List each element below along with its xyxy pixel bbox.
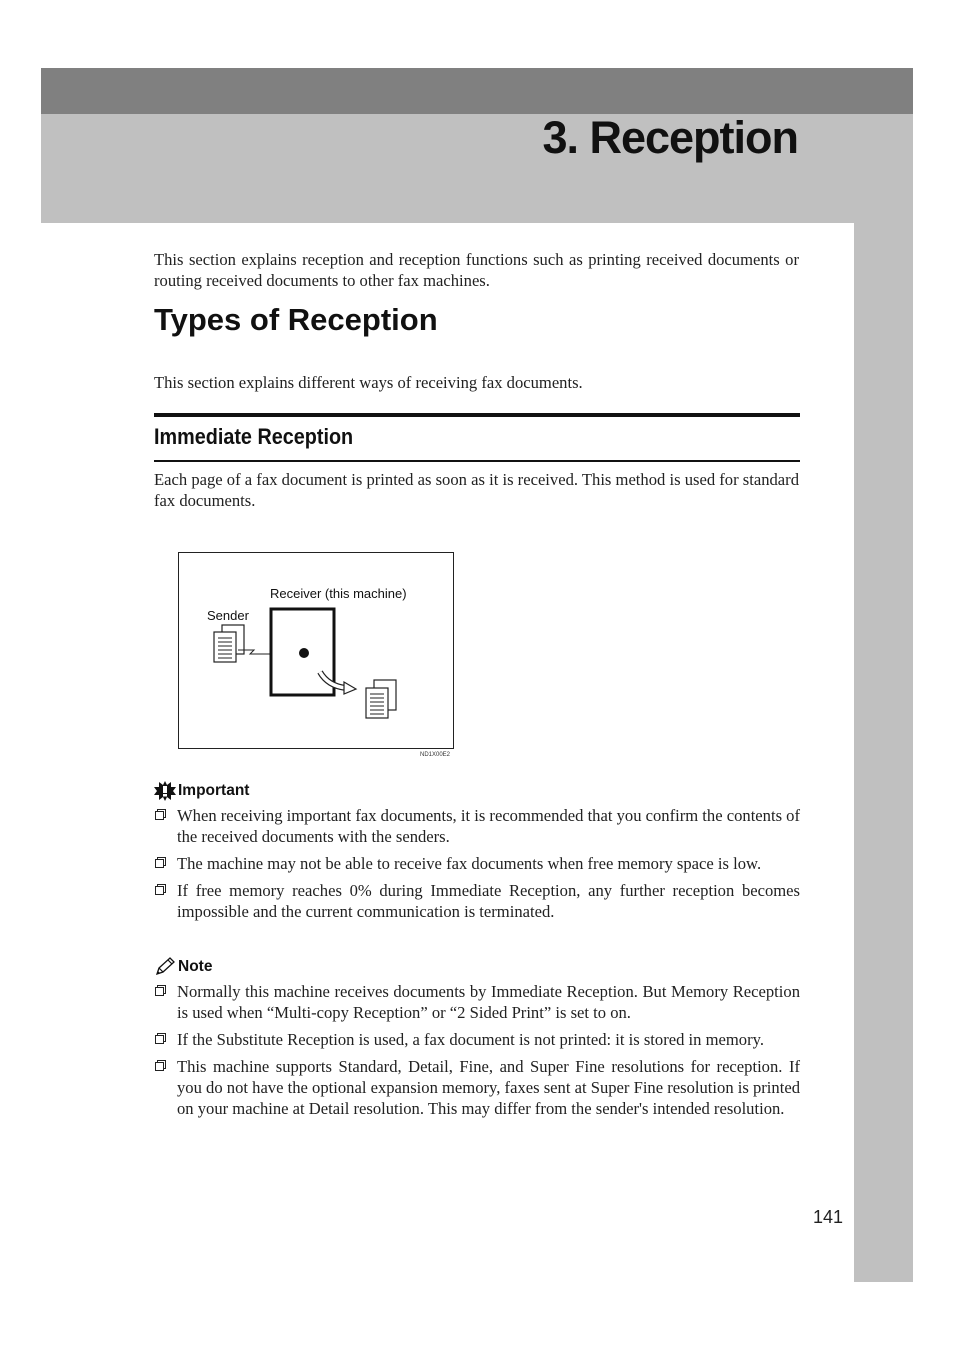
list-item [154,880,800,922]
list-item [154,1029,800,1050]
important-list [154,805,800,928]
list-item [154,805,800,847]
subsection-body: Each page of a fax document is printed as soon as it is received. This method is used for standard fax documents. [154,470,799,510]
section-rule [154,413,800,417]
subsection-title: Immediate Reception [154,424,354,449]
note-item-2: If the Substitute Reception is used, a fax document is not printed: it is stored in memory. [177,1030,764,1049]
section-intro: This section explains different ways of receiving fax documents. [154,373,583,392]
sender-label: Sender [207,608,249,623]
note-list [154,981,800,1125]
important-icon [154,781,176,801]
receive-point-icon [299,648,309,658]
reception-diagram [178,552,454,749]
side-tab-band [854,223,913,1282]
note-item-3: This machine supports Standard, Detail, Fine, and Super Fine resolutions for reception. If you do not have the optional expansion memory, faxes sent at Super Fine resolution is printed on your machine at Detail resolution. This may differ from the sender's intended resolution. [177,1057,800,1118]
checkbox-bullet-icon [155,857,166,868]
receiver-label: Receiver (this machine) [270,586,407,601]
checkbox-bullet-icon [155,884,166,895]
checkbox-bullet-icon [155,1033,166,1044]
pencil-icon [154,957,176,977]
section-title: Types of Reception [154,302,438,337]
list-item [154,853,800,874]
chapter-intro: This section explains reception and reception functions such as printing received documents or routing received documents to other fax machines. [154,250,799,290]
checkbox-bullet-icon [155,809,166,820]
checkbox-bullet-icon [155,985,166,996]
page-number: 141 [813,1207,844,1227]
note-item-1: Normally this machine receives documents by Immediate Reception. But Memory Reception is used when “Multi-copy Reception” or “2 Sided Print” is set to on. [177,982,800,1022]
header-band-dark [41,68,913,114]
important-item-2: The machine may not be able to receive fax documents when free memory space is low. [177,854,762,873]
note-label: Note [178,958,213,975]
chapter-title: 3. Reception [542,112,798,163]
important-heading [154,781,249,801]
figure-code: ND1X00E2 [420,752,451,758]
checkbox-bullet-icon [155,1060,166,1071]
important-label: Important [178,782,250,799]
important-item-1: When receiving important fax documents, it is recommended that you confirm the contents of the received documents with the senders. [177,806,801,846]
note-heading [154,957,212,977]
list-item [154,1056,800,1119]
list-item [154,981,800,1023]
subsection-rule [154,460,800,462]
important-item-3: If free memory reaches 0% during Immediate Reception, any further reception becomes impossible and the current communication is terminated. [177,881,800,921]
